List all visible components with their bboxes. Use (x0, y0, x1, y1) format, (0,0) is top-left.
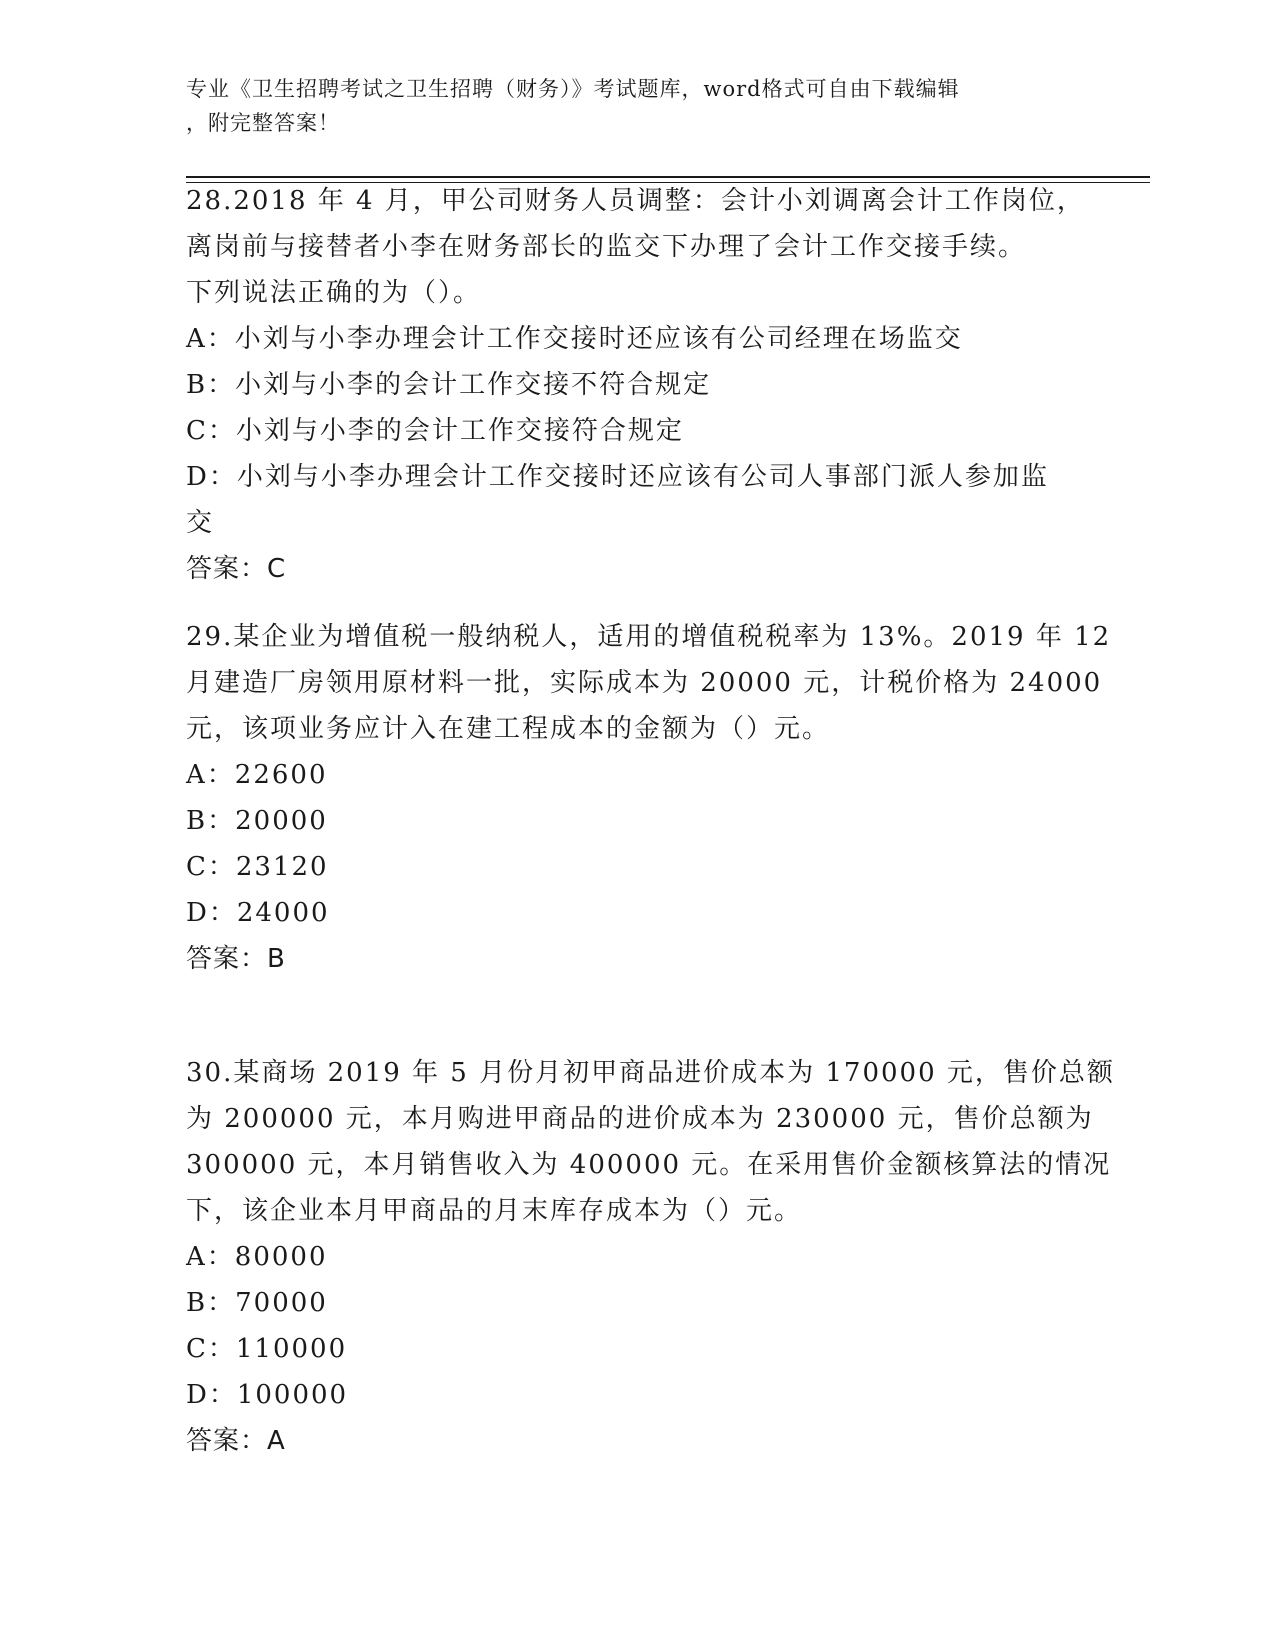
stem-line: 28.2018 年 4 月，甲公司财务人员调整：会计小刘调离会计工作岗位， (186, 186, 1085, 216)
question-28 (186, 178, 1086, 592)
option-list (186, 1234, 1086, 1418)
option-c: C：小刘与小李的会计工作交接符合规定 (186, 416, 684, 446)
option-list (186, 752, 1086, 936)
stem-line: 离岗前与接替者小李在财务部长的监交下办理了会计工作交接手续。 (186, 232, 1027, 262)
stem-line: 月建造厂房领用原材料一批，实际成本为 20000 元，计税价格为 24000 (186, 668, 1103, 698)
stem-line: 下列说法正确的为（）。 (186, 278, 482, 308)
stem-line: 元，该项业务应计入在建工程成本的金额为（）元。 (186, 714, 831, 744)
option-c: C：110000 (186, 1334, 348, 1364)
option-a: A：22600 (186, 760, 328, 790)
stem-line: 为 200000 元，本月购进甲商品的进价成本为 230000 元，售价总额为 (186, 1104, 1094, 1134)
answer-label: 答案：A (186, 1426, 286, 1456)
question-stem (186, 178, 1086, 316)
question-30 (186, 1050, 1115, 1464)
option-d-continued: 交 (186, 508, 215, 538)
stem-line: 下，该企业本月甲商品的月末库存成本为（）元。 (186, 1196, 803, 1226)
stem-line: 300000 元，本月销售收入为 400000 元。在采用售价金额核算法的情况 (186, 1150, 1112, 1180)
option-d: D：100000 (186, 1380, 349, 1410)
option-b: B：70000 (186, 1288, 328, 1318)
option-b: B：小刘与小李的会计工作交接不符合规定 (186, 370, 712, 400)
stem-line: 30.某商场 2019 年 5 月份月初甲商品进价成本为 170000 元，售价总额 (186, 1058, 1115, 1088)
question-stem (186, 614, 1112, 752)
answer-label: 答案：C (186, 554, 287, 584)
header-line-2: ，附完整答案！ (186, 111, 340, 135)
option-a: A：80000 (186, 1242, 328, 1272)
header-line-1: 专业《卫生招聘考试之卫生招聘（财务）》考试题库，word格式可自由下载编辑 (186, 77, 960, 101)
answer-label: 答案：B (186, 944, 286, 974)
option-c: C：23120 (186, 852, 329, 882)
document-header (186, 72, 1086, 140)
option-b: B：20000 (186, 806, 328, 836)
option-d: D：小刘与小李办理会计工作交接时还应该有公司人事部门派人参加监 (186, 462, 1049, 492)
option-d: D：24000 (186, 898, 330, 928)
option-a: A：小刘与小李办理会计工作交接时还应该有公司经理在场监交 (186, 324, 963, 354)
stem-line: 29.某企业为增值税一般纳税人，适用的增值税税率为 13%。2019 年 12 (186, 622, 1112, 652)
question-29 (186, 614, 1112, 982)
question-stem (186, 1050, 1115, 1234)
option-list (186, 316, 1086, 546)
